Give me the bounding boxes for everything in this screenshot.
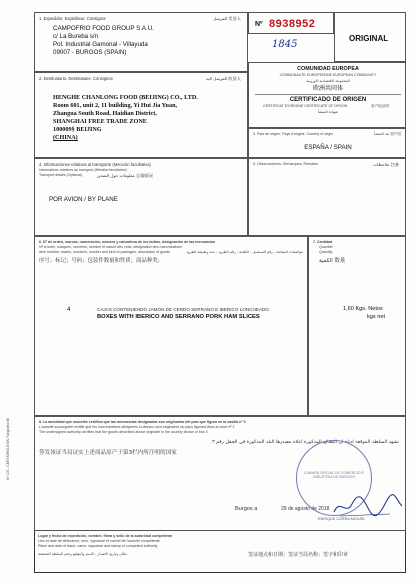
box-consignor [34, 12, 248, 72]
box-goods [34, 236, 308, 416]
transport-label-3: Transport details (Optional) [39, 173, 83, 177]
consignor-label: 1. Expedidor, Expéditeur, Consignor [39, 16, 106, 21]
footer-line-2: Lieu et date de délivrance, nom, signature et cachet de l'autorité compétente [38, 539, 160, 543]
consignee-line-3: Zhangua South Road, Haidian District, [53, 110, 157, 117]
goods-item-number: 4 [67, 306, 71, 313]
box-consignee [34, 72, 248, 158]
certification-date: 29 de agosto de 2018 [281, 506, 330, 512]
certificate-sub: CERTIFICAT D'ORIGINE CERTIFICATE OF ORIGIN [263, 104, 348, 108]
certification-place: Burgos a [235, 506, 258, 512]
consignee-line-1: HENGHE CHANLONG FOOD (BEIJING) CO., LTD. [53, 94, 198, 101]
certification-label-3: The undersigned authority certifies that the goods described above originate in the country shown in box 3 [39, 430, 208, 434]
quantity-value: 1,60 Kgs. Netos [343, 306, 383, 312]
community-title: COMUNIDAD EUROPEA [297, 66, 359, 72]
goods-description-en: BOXES WITH IBERICO AND SERRANO PORK HAM SLICES [97, 314, 260, 320]
vertical-printer-mark: Nº 105 - CERT/ORIG-ES/N Tipografía 88 [6, 418, 10, 480]
origin-label: 3. País de origen, Pays d'origine, Country of origin [253, 132, 333, 136]
certification-cn: 签发该证当局证实上述商品原产于第3栏内所注明的国家 [39, 450, 177, 456]
quantity-label: 7. Cantidad [313, 240, 333, 244]
transport-label-ar-cn: معلومات حول الشحن 运输情况 [97, 173, 153, 178]
serial-box [248, 12, 334, 34]
box-remarks [248, 158, 406, 236]
certificate-cn: 原产地证明 [371, 104, 389, 108]
stamp-text: CAMARA OFICIAL DE COMERCIO E INDUSTRIA DE BURGOS [303, 471, 365, 480]
community-cn: 欧洲共同体 [312, 85, 343, 92]
consignee-line-6: (CHINA) [53, 134, 78, 141]
goods-label-2: Nº d'ordre, marques, numéros, nombre et nature des colis, désignation des marchandises [39, 245, 182, 249]
quantity-label-3: Quantity [319, 250, 333, 254]
footer-line-1: Lugar y fecha de expedición, nombre, firma y sello de la autoridad competente [38, 534, 173, 538]
goods-label-cn: 序号；标记；号码；包装件数量和性质；商品种类； [39, 258, 163, 264]
certificate-title: CERTIFICADO DE ORIGEN [289, 97, 367, 103]
consignee-line-2: Room 601, unit 2, 11 building, Yi Hui Jia Yuan, [53, 102, 178, 109]
quantity-label-2: Quantité [319, 245, 333, 249]
certification-label-2: L'autorité soussignée certifie que les marchandises désignées ci-dessus sont originaires du pays figurant dans la case nº 3 [39, 425, 235, 429]
transport-label: 4. Informaciones relativas al transporte (Mención facultativa) [39, 162, 151, 167]
consignor-line-4: 09007 - BURGOS (SPAIN) [53, 49, 127, 56]
serial-number: 8938952 [269, 18, 316, 30]
original-box [334, 12, 406, 62]
consignee-line-4: SHANGHAI FREE TRADE ZONE [53, 118, 147, 125]
consignor-line-3: Pol. Industrial Gamonal - Villayuda [53, 41, 148, 48]
quantity-label-ar-cn: الكمية 数量 [319, 258, 346, 264]
certificate-ar: شهادة المنشأ [318, 110, 338, 114]
quantity-value-2: kgs net [367, 314, 386, 320]
footer-ar: مكان وتاريخ الاصدار ، الاسم والتوقيع وختم السلطة المختصة [38, 552, 127, 556]
transport-label-2: Informations relatives au transport (Mention facultative) [39, 168, 127, 172]
consignor-line-2: c/ La Bureba s/n [53, 33, 99, 40]
goods-label-3: Item number, marks, numbers, number and kind of packages, description of goods [39, 250, 171, 254]
footer-line-3: Place and date of issue, name, signature and stamp of competent authority [38, 544, 158, 548]
community-ar: المجموعة الاقتصادية الاوروبية [306, 79, 350, 83]
signer-name: ENRIQUE CURRA MIGUEL [318, 517, 366, 521]
remarks-label: 5. Observaciones, Remarques, Remarks [253, 162, 318, 166]
serial-prefix: Nº [255, 21, 263, 28]
community-box [248, 62, 406, 128]
goods-description-es: CAJAS CONTENIENDO JAMON DE CERDO SERRANO E IBERICO LONCHEADO [97, 307, 269, 312]
community-divider [255, 94, 401, 95]
consignor-label-ar-cn: المرسل 发货人 [213, 16, 241, 21]
box-country-origin [248, 128, 406, 158]
community-sub: COMMUNAUTE EUROPEENNE EUROPEAN COMMUNITY [279, 73, 377, 77]
origin-value: ESPAÑA / SPAIN [304, 144, 352, 151]
goods-label: 6. Nº de orden, marcas, numeración, número y naturaleza de los bultos, designación de las mercancías [39, 240, 216, 244]
handwritten-number: 1845 [272, 39, 298, 50]
remarks-label-ar-cn: ملاحظات 注备 [373, 162, 399, 167]
box-quantity [308, 236, 406, 416]
original-label: ORIGINAL [349, 34, 389, 43]
goods-label-ar: مواصفات البضاعة ، رقم التسلسل ، العلامة ، رقم الطرود ، عدد وطبيعة الطرود [186, 250, 303, 254]
footer-cn: 签证地点和日期；签证当局名称；签字和印章 [248, 552, 349, 558]
consignee-label: 2. Destinatario, Destinataire, Consignee [39, 76, 114, 81]
origin-label-ar-cn: بلد المنشأ 原产国 [374, 132, 401, 136]
consignor-line-1: CAMPOFRIO FOOD GROUP S.A.U. [53, 25, 154, 32]
transport-value: POR AVION / BY PLANE [49, 196, 118, 203]
consignee-label-ar-cn: المرسل اليه 收货人 [205, 76, 241, 81]
certification-label: 8. La autoridad que suscribe certifica que las mercancías designadas son originarias del país que figura en la casilla nº 3 [39, 420, 246, 424]
certification-ar: تشهد السلطة الموقعة ادناه ان البضائع المذكورة اعلاه مصدرها البلد المذكورة في الحقل رقم ٣ [212, 440, 399, 445]
consignee-line-5: 100009§ BEIJING [53, 126, 102, 133]
box-transport [34, 158, 248, 236]
